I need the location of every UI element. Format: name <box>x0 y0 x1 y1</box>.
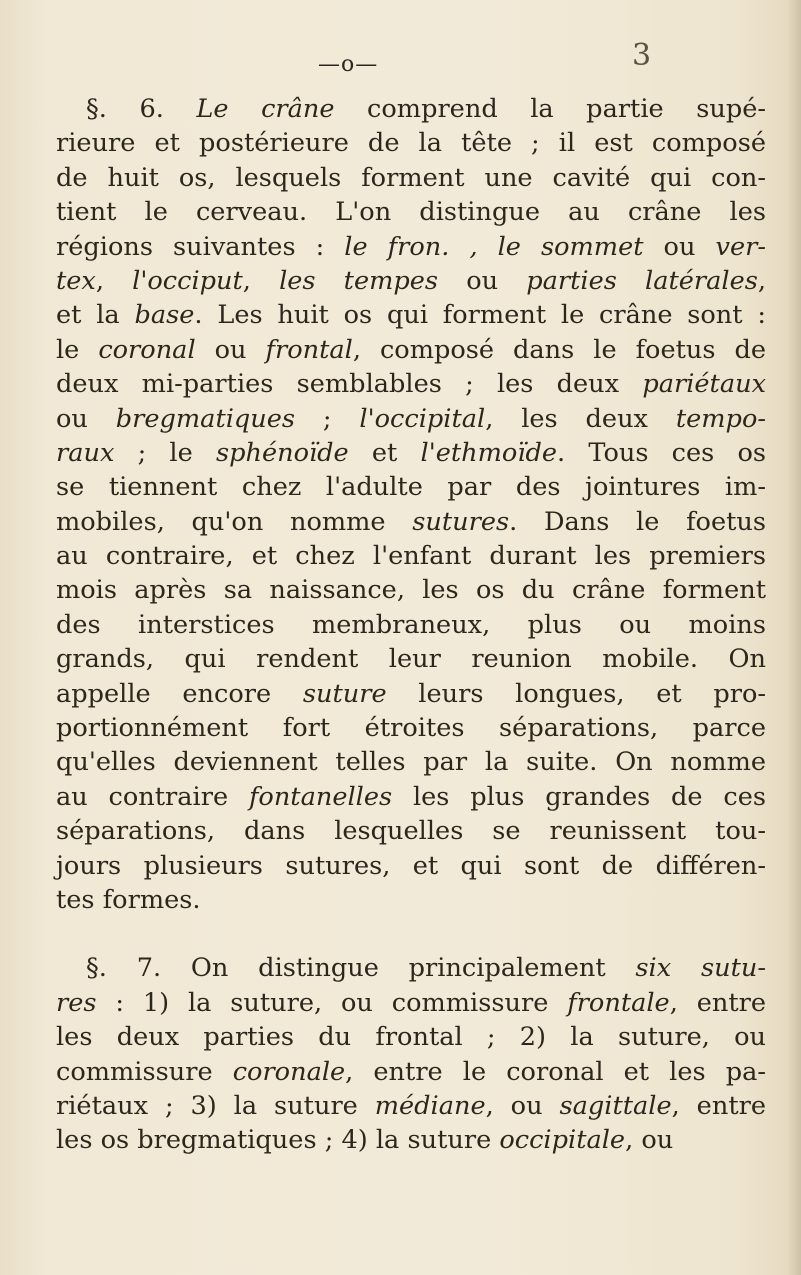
text-run: , composé dans le foetus de <box>352 334 767 365</box>
italic-term: occipitale <box>499 1125 626 1156</box>
text-line <box>56 986 766 1020</box>
text-run: et la <box>56 300 135 331</box>
text-line <box>56 745 766 779</box>
text-line <box>56 92 766 126</box>
text-line <box>56 402 766 436</box>
text-line <box>56 333 766 367</box>
text-run: jours plusieurs sutures, et qui sont de différen- <box>56 850 766 881</box>
italic-term: sagittale <box>559 1090 672 1121</box>
text-line <box>56 367 766 401</box>
text-run: , entre <box>669 987 766 1018</box>
text-run: appelle encore <box>56 678 303 709</box>
text-run: ou <box>56 403 116 434</box>
text-line <box>56 298 766 332</box>
text-line <box>56 849 766 883</box>
text-line <box>56 642 766 676</box>
italic-term: Le crâne <box>196 94 335 124</box>
italic-term: frontale <box>567 987 670 1018</box>
page-edge-shadow <box>787 0 801 1275</box>
text-run: ou <box>643 231 716 262</box>
text-run: rieure et postérieure de la tête ; il est composé <box>56 128 766 159</box>
paragraph-gap <box>56 917 766 951</box>
text-run: au contraire <box>56 781 249 812</box>
text-run: §. 6. <box>86 94 197 124</box>
text-run: : 1) la suture, ou commissure <box>96 987 568 1018</box>
text-line <box>56 470 766 504</box>
italic-term: l'occiput <box>132 265 243 296</box>
text-run: au contraire, et chez l'enfant durant les premiers <box>56 541 766 572</box>
italic-term: res <box>56 987 97 1018</box>
text-run: séparations, dans lesquelles se reunissent tou- <box>56 816 766 847</box>
text-line <box>56 608 766 642</box>
page-header <box>0 38 801 78</box>
text-run: comprend la partie supé- <box>334 94 766 124</box>
text-line <box>56 436 766 470</box>
text-line <box>56 126 766 160</box>
italic-term: pariétaux <box>642 369 766 400</box>
text-run: régions suivantes : <box>56 231 345 262</box>
text-run: deux mi-parties semblables ; les deux <box>56 369 643 400</box>
text-run: le <box>56 334 99 365</box>
text-run: et <box>348 437 421 468</box>
italic-term: tempo- <box>675 403 766 434</box>
header-ornament: —o— <box>318 52 379 77</box>
body-text <box>56 92 766 1158</box>
italic-term: fontanelles <box>248 781 393 812</box>
text-run: grands, qui rendent leur reunion mobile. On <box>56 644 766 675</box>
text-run: , entre <box>671 1090 766 1121</box>
text-run: les plus grandes de ces <box>392 781 766 812</box>
italic-term: tex <box>56 265 96 296</box>
italic-term: bregmatiques <box>115 403 296 434</box>
text-line <box>56 677 766 711</box>
text-line <box>56 230 766 264</box>
text-run: ; le <box>114 437 216 468</box>
italic-term: sphénoïde <box>215 437 349 468</box>
italic-term: médiane <box>374 1090 486 1121</box>
text-line <box>56 1055 766 1089</box>
text-run: riétaux ; 3) la suture <box>56 1090 375 1121</box>
italic-term: l'occipital <box>359 403 486 434</box>
italic-term: frontal <box>265 334 353 365</box>
italic-term: six sutu- <box>635 953 766 984</box>
italic-term: base <box>134 300 195 331</box>
text-line <box>56 161 766 195</box>
italic-term: coronal <box>98 334 196 365</box>
text-run: commissure <box>56 1056 233 1087</box>
text-run: §. 7. On distingue principalement <box>86 953 636 984</box>
text-line <box>56 951 766 985</box>
text-line <box>56 883 766 917</box>
italic-term: ver- <box>715 231 766 262</box>
text-run: se tiennent chez l'adulte par des jointures im- <box>56 472 766 503</box>
text-run: les os bregmatiques ; 4) la suture <box>56 1125 500 1156</box>
text-run: tes formes. <box>56 884 201 915</box>
text-run: , <box>757 265 766 296</box>
italic-term: parties latérales <box>526 265 758 296</box>
italic-term: coronale <box>232 1056 346 1087</box>
text-line <box>56 711 766 745</box>
italic-term: suture <box>302 678 387 709</box>
text-line <box>56 780 766 814</box>
text-run: ; <box>295 403 360 434</box>
italic-term: l'ethmoïde <box>420 437 558 468</box>
text-run: . Tous ces os <box>557 437 767 468</box>
text-run: ou <box>195 334 266 365</box>
text-run: , ou <box>625 1125 674 1156</box>
text-line <box>56 1020 766 1054</box>
text-line <box>56 573 766 607</box>
text-run: tient le cerveau. L'on distingue au crâne les <box>56 197 766 228</box>
text-run: . Dans le foetus <box>509 506 766 537</box>
text-line <box>56 195 766 229</box>
text-run: ou <box>438 265 527 296</box>
italic-term: les tempes <box>279 265 439 296</box>
italic-term: le fron. , le sommet <box>344 231 644 262</box>
text-run: , <box>95 265 133 296</box>
text-run: de huit os, lesquels forment une cavité qui con- <box>56 162 766 193</box>
paragraph <box>56 951 766 1157</box>
text-line <box>56 814 766 848</box>
text-run: leurs longues, et pro- <box>386 678 767 709</box>
text-run: portionnément fort étroites séparations, parce <box>56 713 766 744</box>
page-number: 3 <box>632 38 652 73</box>
text-run: mobiles, qu'on nomme <box>56 506 413 537</box>
paragraph <box>56 92 766 917</box>
text-run: les deux parties du frontal ; 2) la suture, ou <box>56 1022 766 1053</box>
text-run: , les deux <box>485 403 676 434</box>
text-line <box>56 1089 766 1123</box>
italic-term: sutures <box>412 506 510 537</box>
text-run: des interstices membraneux, plus ou moins <box>56 609 766 640</box>
text-run: , <box>242 265 280 296</box>
text-line <box>56 264 766 298</box>
text-run: , ou <box>485 1090 560 1121</box>
text-run: . Les huit os qui forment le crâne sont : <box>194 300 766 331</box>
text-line <box>56 505 766 539</box>
text-run: , entre le coronal et les pa- <box>345 1056 766 1087</box>
text-line <box>56 1123 766 1157</box>
text-run: qu'elles deviennent telles par la suite. On nomme <box>56 747 766 778</box>
italic-term: raux <box>56 437 115 468</box>
text-run: mois après sa naissance, les os du crâne forment <box>56 575 766 606</box>
text-line <box>56 539 766 573</box>
